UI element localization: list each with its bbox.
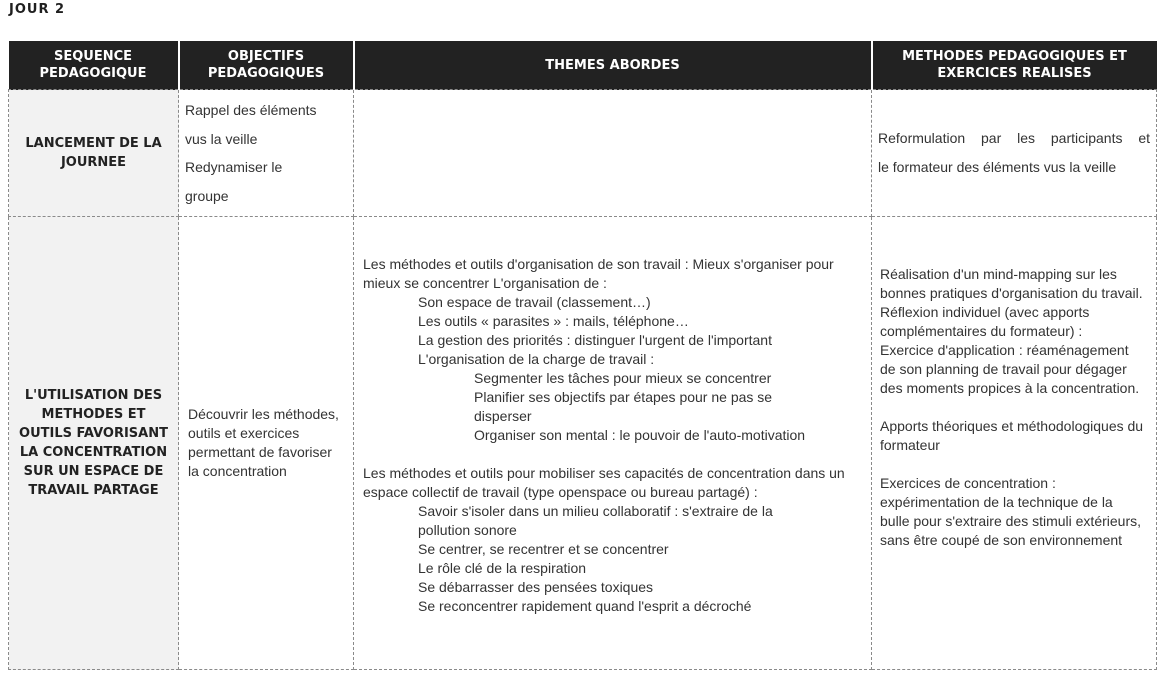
theme-subitem: Segmenter les tâches pour mieux se concentrer: [474, 370, 772, 386]
theme-item: Le rôle clé de la respiration: [418, 560, 587, 576]
header-methodes-line: METHODES PEDAGOGIQUES ET: [902, 49, 1127, 64]
sequence-cell: L'UTILISATION DES METHODES ET OUTILS FAVORISANT LA CONCENTRATION SUR UN ESPACE DE TRAVAIL PARTAGE: [9, 217, 179, 670]
theme-item: Se débarrasser des pensées toxiques: [418, 579, 654, 595]
theme-item: Les outils « parasites » : mails, téléphone…: [418, 313, 689, 329]
theme-item: Son espace de travail (classement…): [418, 294, 651, 310]
themes-intro: Les méthodes et outils d'organisation de son travail : Mieux s'organiser pour mieux se concentrer L'organisation de :: [363, 256, 834, 291]
theme-item: Se centrer, se recentrer et se concentrer: [418, 541, 669, 557]
header-objectifs: [179, 41, 354, 90]
header-objectifs-line: PEDAGOGIQUES: [207, 66, 325, 81]
spacer: [880, 398, 1146, 417]
header-sequence-line: PEDAGOGIQUE: [39, 66, 147, 81]
theme-subitem: Planifier ses objectifs par étapes pour ne pas se disperser: [474, 389, 773, 424]
table-row: [9, 217, 1157, 670]
themes-cell: [354, 217, 872, 670]
header-methodes: [872, 41, 1157, 90]
objectifs-cell: [179, 90, 354, 217]
header-objectifs-line: OBJECTIFS: [227, 49, 305, 64]
objectif-line: groupe: [185, 187, 229, 204]
sequence-cell: LANCEMENT DE LA JOURNEE: [9, 90, 179, 217]
objectif-line: vus la veille: [185, 130, 258, 147]
methode-line: Reformulation par les participants et: [878, 130, 1150, 146]
header-sequence-line: SEQUENCE: [53, 49, 133, 64]
methode-line: le formateur des éléments vus la veille: [878, 159, 1117, 175]
program-table: [8, 41, 1157, 670]
theme-item: L'organisation de la charge de travail :: [418, 351, 655, 367]
theme-subitem: Organiser son mental : le pouvoir de l'auto-motivation: [474, 427, 806, 443]
day-title: JOUR 2: [9, 2, 66, 17]
header-themes: THEMES ABORDES: [354, 41, 872, 90]
spacer: [880, 455, 1146, 474]
header-sequence: [9, 41, 179, 90]
themes-cell: [354, 90, 872, 217]
theme-item: Se reconcentrer rapidement quand l'esprit a décroché: [418, 598, 752, 614]
methodes-cell: [872, 217, 1157, 670]
methode-item: Exercice d'application : réaménagement de son planning de travail pour dégager des moments propices à la concentration.: [880, 342, 1140, 396]
theme-item: Savoir s'isoler dans un milieu collaboratif : s'extraire de la pollution sonore: [418, 503, 773, 538]
methode-item: Réflexion individuel (avec apports complémentaires du formateur) :: [880, 304, 1090, 339]
spacer: [363, 445, 865, 464]
themes-intro: Les méthodes et outils pour mobiliser ses capacités de concentration dans un espace collectif de travail (type openspace ou bureau partagé) :: [363, 465, 845, 500]
objectifs-cell: Découvrir les méthodes, outils et exercices permettant de favoriser la concentration: [179, 217, 354, 670]
theme-item: La gestion des priorités : distinguer l'urgent de l'important: [418, 332, 772, 348]
methode-item: Réalisation d'un mind-mapping sur les bonnes pratiques d'organisation du travail.: [880, 266, 1143, 301]
header-methodes-line: EXERCICES REALISES: [937, 66, 1092, 81]
table-row: [9, 90, 1157, 217]
header-row: [9, 41, 1157, 90]
methode-item: Exercices de concentration : expérimentation de la technique de la bulle pour s'extraire des stimuli extérieurs, sans être coupé de son environnement: [880, 475, 1142, 548]
methodes-cell: [872, 90, 1157, 217]
methode-item: Apports théoriques et méthodologiques du formateur: [880, 418, 1144, 453]
objectif-line: Redynamiser le: [185, 159, 283, 175]
objectif-line: Rappel des éléments: [185, 102, 317, 118]
